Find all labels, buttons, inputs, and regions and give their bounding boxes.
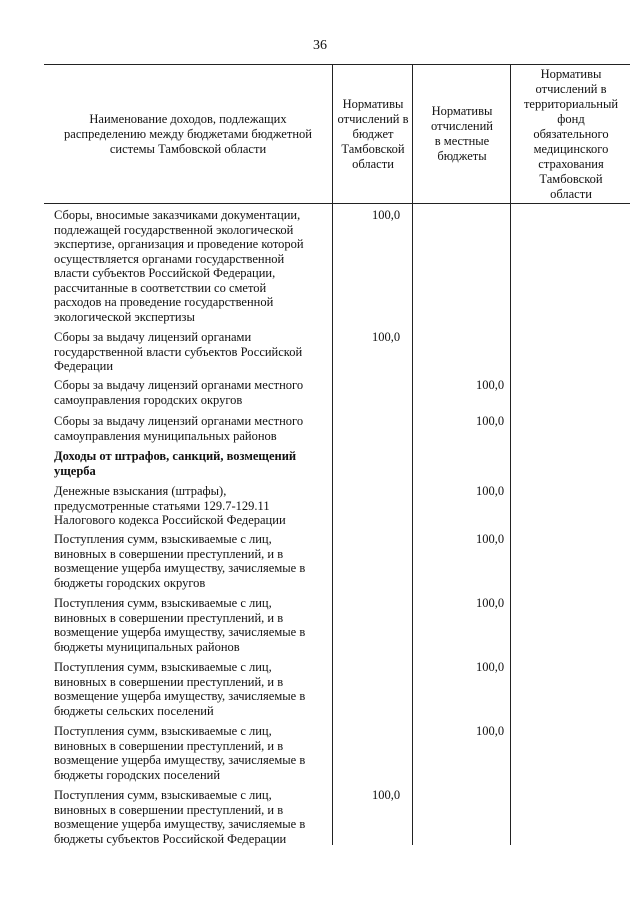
table-body — [54, 208, 630, 848]
local-value: 100,0 — [476, 596, 505, 610]
local-value: 100,0 — [476, 414, 505, 428]
header-local-label: Нормативы отчислений в местные бюджеты — [431, 104, 493, 163]
regional-value: 100,0 — [372, 788, 401, 802]
header-local-cell — [412, 65, 511, 203]
table-row — [54, 724, 630, 788]
table-row — [54, 532, 630, 596]
table-row — [54, 596, 630, 660]
local-value: 100,0 — [476, 660, 505, 674]
local-value: 100,0 — [476, 532, 505, 546]
row-label: Сборы, вносимые заказчиками документации, подлежащей государственной экологической экспертизе, организация и проведение которой осуществляется органами государственной власти субъектов Российской Федерации, рассчитанные в соответствии со сметой расходов на проведение государственной экологической экспертизы — [54, 208, 304, 324]
row-label: Поступления сумм, взыскиваемые с лиц, виновных в совершении преступлений, и в возмещение ущерба имуществу, зачисляемые в бюджеты городских поселений — [54, 724, 306, 782]
table-row — [54, 208, 630, 330]
row-label: Поступления сумм, взыскиваемые с лиц, виновных в совершении преступлений, и в возмещение ущерба имуществу, зачисляемые в бюджеты сельских поселений — [54, 660, 306, 718]
regional-value: 100,0 — [372, 208, 401, 222]
row-label: Поступления сумм, взыскиваемые с лиц, виновных в совершении преступлений, и в возмещение ущерба имуществу, зачисляемые в бюджеты муниципальных районов — [54, 596, 306, 654]
header-regional-cell — [332, 65, 413, 203]
section-heading: Доходы от штрафов, санкций, возмещений ущерба — [54, 449, 297, 478]
row-label: Сборы за выдачу лицензий органами местного самоуправления муниципальных районов — [54, 414, 304, 443]
page-number: 36 — [313, 38, 327, 53]
table-header — [44, 64, 630, 204]
row-label: Поступления сумм, взыскиваемые с лиц, виновных в совершении преступлений, и в возмещение ущерба имуществу, зачисляемые в бюджеты субъектов Российской Федерации — [54, 788, 306, 846]
header-name-label: Наименование доходов, подлежащих распределению между бюджетами бюджетной системы Тамбовской области — [64, 111, 312, 156]
header-name-cell — [44, 65, 332, 203]
table-row — [54, 378, 630, 414]
row-label: Сборы за выдачу лицензий органами местного самоуправления городских округов — [54, 378, 304, 407]
header-regional-label: Нормативы отчислений в бюджет Тамбовской области — [337, 96, 409, 171]
section-heading-row — [54, 449, 630, 484]
row-label: Сборы за выдачу лицензий органами государственной власти субъектов Российской Федерации — [54, 330, 303, 373]
local-value: 100,0 — [476, 724, 505, 738]
table-row — [54, 788, 630, 848]
header-fund-label: Нормативы отчислений в территориальный фонд обязательного медицинского страхования Тамбовской области — [523, 66, 619, 201]
row-label: Поступления сумм, взыскиваемые с лиц, виновных в совершении преступлений, и в возмещение ущерба имуществу, зачисляемые в бюджеты городских округов — [54, 532, 306, 590]
header-fund-cell — [510, 65, 631, 203]
table-row — [54, 414, 630, 449]
table-row — [54, 484, 630, 532]
regional-value: 100,0 — [372, 330, 401, 344]
local-value: 100,0 — [476, 484, 505, 498]
row-label: Денежные взыскания (штрафы), предусмотренные статьями 129.7-129.11 Налогового кодекса Российской Федерации — [54, 484, 286, 527]
table-row — [54, 330, 630, 378]
table-row — [54, 660, 630, 724]
local-value: 100,0 — [476, 378, 505, 392]
